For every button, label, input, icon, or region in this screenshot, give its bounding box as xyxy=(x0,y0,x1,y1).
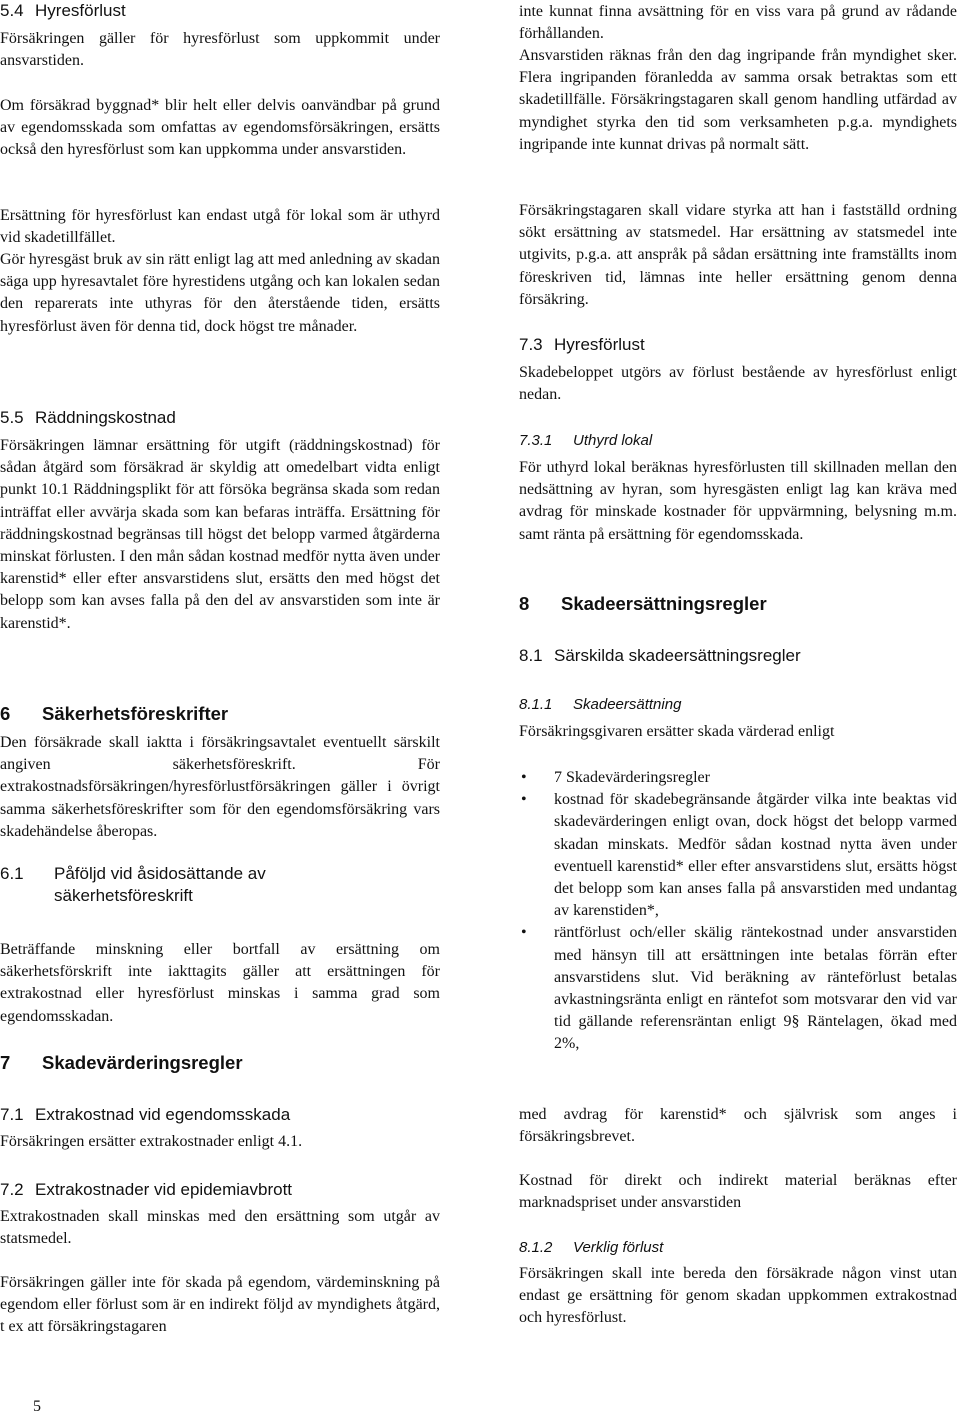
heading-7-3-1: 7.3.1 Uthyrd lokal xyxy=(519,432,653,449)
paragraph-8-1-1-2: med avdrag för karenstid* och självrisk som anges i försäkringsbrevet. xyxy=(519,1106,957,1146)
heading-5-5: 5.5 Räddningskostnad xyxy=(0,408,176,427)
paragraph-5-4-3: Ersättning för hyresförlust kan endast utgå för lokal som är uthyrd vid skadetillfället. xyxy=(0,207,440,247)
paragraph-7-2-3: inte kunnat finna avsättning för en viss vara på grund av rådande förhållanden. xyxy=(519,3,957,43)
paragraph-7-3-1-1: För uthyrd lokal beräknas hyresförlusten till skillnaden mellan den nedsättning av hyran, som hyresgästen enligt lag kan kräva med avdrag för minskade kostnader för uppvärmning, belysning m.m. samt ränta på ersättning för egendomsskada. xyxy=(519,459,957,543)
paragraph-7-2-4: Ansvarstiden räknas från den dag ingripande från myndighet sker. Flera ingripanden föranledda av samma orsak betraktas som ett skadetillfälle. Försäkringstagaren skall genom handling utfärdad av myndighet styrka den tid som verksamheten p.g.a. myndighets ingripande inte kunnat drivas på normalt sätt. xyxy=(519,47,957,153)
heading-7-3: 7.3 Hyresförlust xyxy=(519,335,645,354)
list-item: • räntförlust och/eller skälig räntekostnad under ansvarstiden med hänsyn till att ersättningen inte betalas förrän efter ansvarstidens slut. Vid beräkning av ränteförlust betalas avkastningsränta enligt en räntefot som motsvarar den vid var tid gällande referensräntan enligt 9§ Räntelagen, ökad med 2%, xyxy=(519,922,957,1055)
paragraph-8-1-1-3: Kostnad för direkt och indirekt material beräknas efter marknadspriset under ansvarstiden xyxy=(519,1172,957,1212)
heading-8: 8 Skadeersättningsregler xyxy=(519,593,767,614)
paragraph-8-1-2-1: Försäkringen skall inte bereda den försäkrade någon vinst utan endast ge ersättning för genom skadan uppkommen extrakostnad och hyresförlust. xyxy=(519,1265,957,1327)
paragraph-7-1-1: Försäkringen ersätter extrakostnader enligt 4.1. xyxy=(0,1133,303,1150)
heading-8-1-2: 8.1.2 Verklig förlust xyxy=(519,1239,664,1256)
paragraph-5-5-1: Försäkringen lämnar ersättning för utgift (räddningskostnad) för sådan åtgärd som försäkrad är skyldig att omedelbart vidta enligt punkt 10.1 Räddningsplikt för att försöka begränsa skada som redan inträffat eller avvärja skada som kan befaras inträffa. Ersättning för räddningskostnad begränsas till högst det belopp varmed åtgärderna minskat förlusten. I den mån sådan kostnad medför nytta även under karenstid* eller efter ansvarstidens slut, ersätts den med högst det belopp som kan avses falla på den del av ansvarstiden som inte är karenstid*. xyxy=(0,437,440,632)
paragraph-5-4-2: Om försäkrad byggnad* blir helt eller delvis oanvändbar på grund av egendomsskada som omfattas av egendomsförsäkringen, ersätts också den hyresförlust som kan uppkomma under ansvarstiden. xyxy=(0,97,440,159)
paragraph-5-4-4: Gör hyresgäst bruk av sin rätt enligt lag att med anledning av skadan säga upp hyresavtalet före hyrestidens utgång och kan lokalen sedan den reparerats inte uthyras för den återstående tiden, ersätts hyresförlust även för denna tid, dock högst tre månader. xyxy=(0,251,440,335)
paragraph-7-2-1: Extrakostnaden skall minskas med den ersättning som utgår av statsmedel. xyxy=(0,1208,440,1248)
paragraph-7-2-5: Försäkringstagaren skall vidare styrka att han i fastställd ordning sökt ersättning av statsmedel. Har ersättning av statsmedel inte utgivits, p.g.a. att anspråk på sådan ersättning inte framställts inom föreskriven tid, lämnas inte heller ersättning genom denna försäkring. xyxy=(519,202,957,308)
paragraph-7-3-1: Skadebeloppet utgörs av förlust bestående av hyresförlust enligt nedan. xyxy=(519,364,957,404)
list-item: • 7 Skadevärderingsregler xyxy=(519,767,957,789)
heading-6: 6 Säkerhetsföreskrifter xyxy=(0,703,229,724)
heading-8-1: 8.1 Särskilda skadeersättningsregler xyxy=(519,646,801,665)
heading-7-2: 7.2 Extrakostnader vid epidemiavbrott xyxy=(0,1180,293,1199)
bullet-list xyxy=(519,767,957,1056)
page-number: 5 xyxy=(33,1398,41,1415)
paragraph-6-1: Den försäkrade skall iaktta i försäkringsavtalet eventuellt särskilt angiven säkerhetsföreskrift. För extrakostnadsförsäkringen/hyresförlustförsäkringen gäller i övrigt samma säkerhetsföreskrifter som för den egendomsförsäkring vars skadehändelse åberopas. xyxy=(0,734,440,840)
list-item: • kostnad för skadebegränsande åtgärder vilka inte beaktas vid skadevärderingen enligt ovan, dock högst det belopp varmed skadan minskats. Medför sådan kostnad nytta även under eventuell karenstid* eller efter ansvarstidens slut, ersätts högst det belopp som kan anses falla på ansvarstiden med undantag av karenstiden*, xyxy=(519,789,957,922)
paragraph-8-1-1-1: Försäkringsgivaren ersätter skada värderad enligt xyxy=(519,723,835,740)
heading-5-4: 5.4 Hyresförlust xyxy=(0,1,126,20)
heading-7: 7 Skadevärderingsregler xyxy=(0,1052,243,1073)
heading-8-1-1: 8.1.1 Skadeersättning xyxy=(519,696,682,713)
heading-6-1: 6.1 Påföljd vid åsidosättande av säkerhetsföreskrift xyxy=(0,864,266,905)
paragraph-5-4-1: Försäkringen gäller för hyresförlust som uppkommit under ansvarstiden. xyxy=(0,30,440,70)
paragraph-6-1-1: Beträffande minskning eller bortfall av ersättning om säkerhetsförskrift inte iakttagits gäller att ersättningen för extrakostnad eller hyresförlust minskas i samma grad som egendomsskadan. xyxy=(0,941,440,1025)
heading-7-1: 7.1 Extrakostnad vid egendomsskada xyxy=(0,1105,291,1124)
paragraph-7-2-2: Försäkringen gäller inte för skada på egendom, värdeminskning på egendom eller förlust som är en indirekt följd av myndighets åtgärd, t ex att försäkringstagaren xyxy=(0,1274,440,1336)
